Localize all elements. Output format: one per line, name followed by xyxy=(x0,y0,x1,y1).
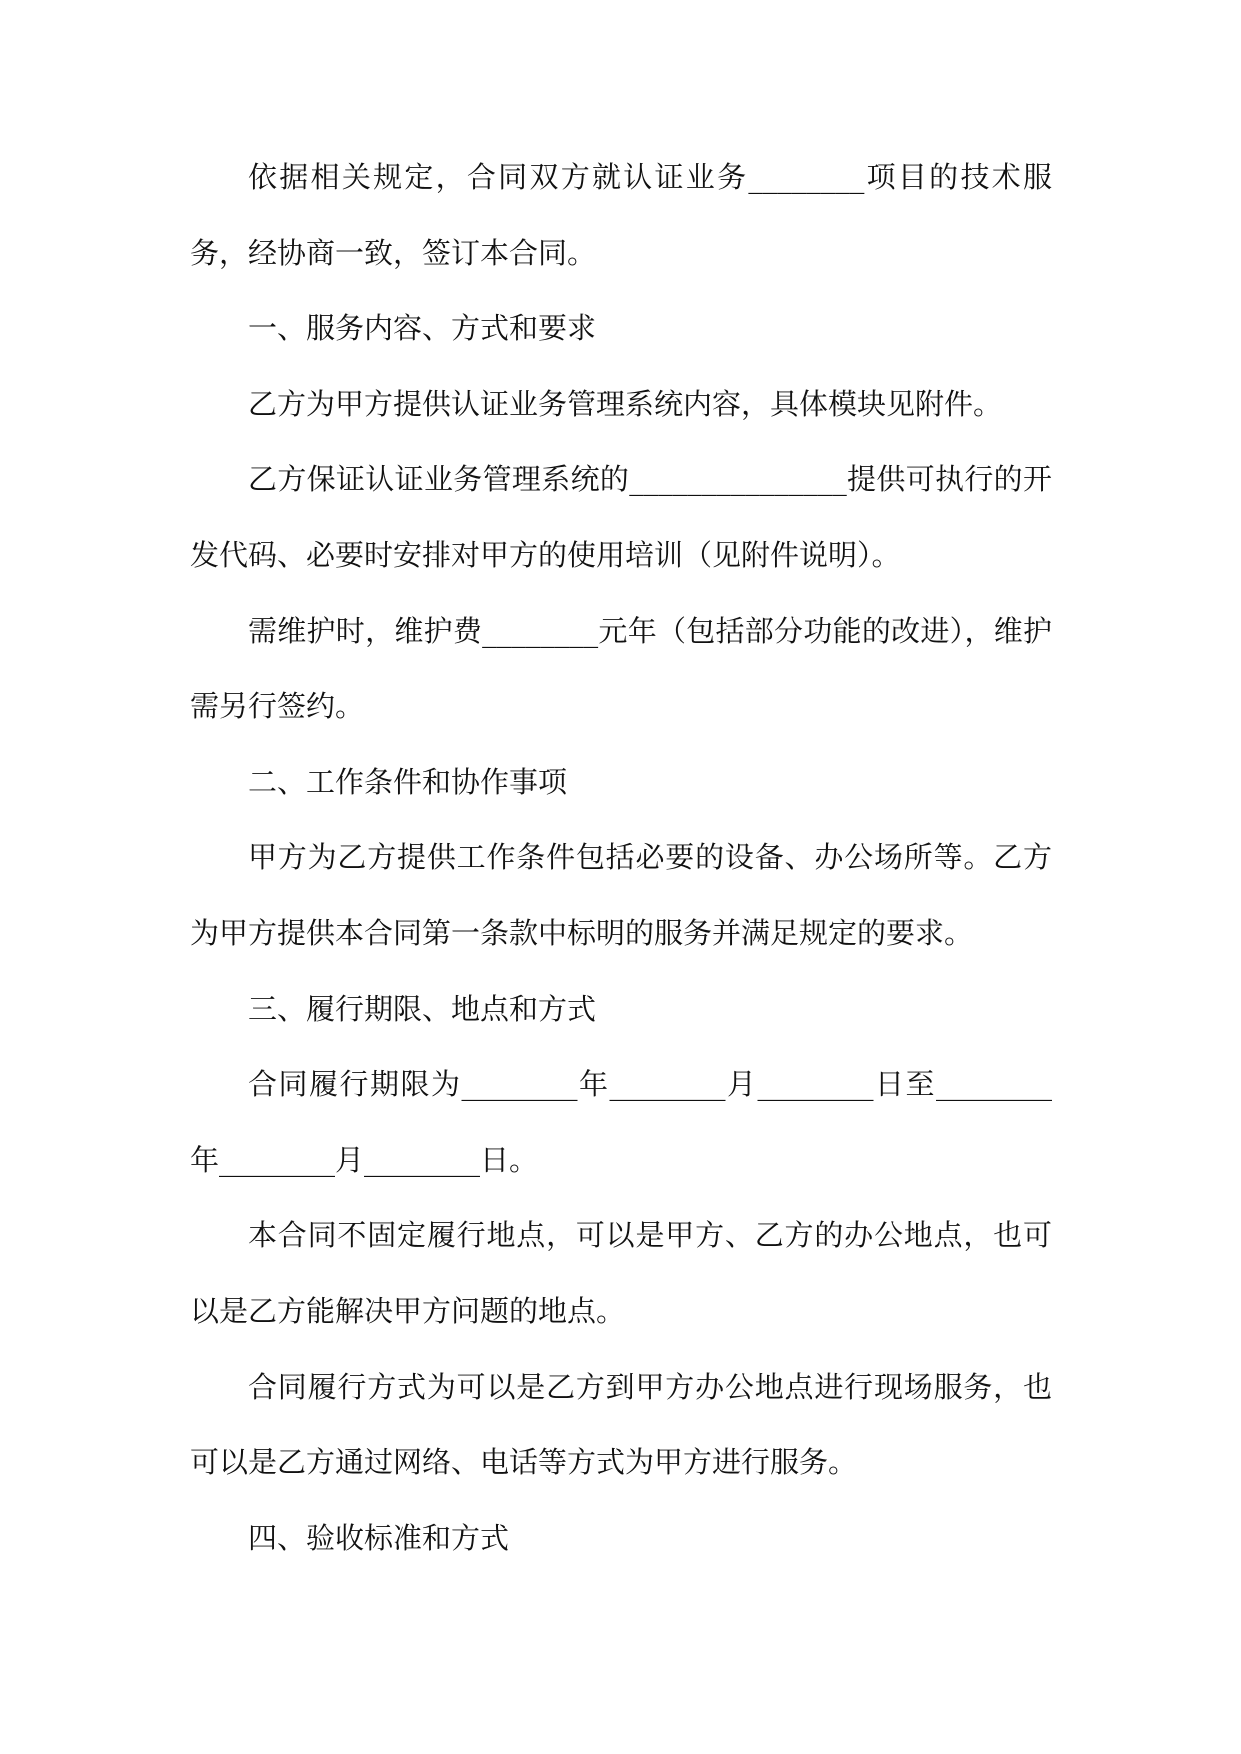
section-heading-work-conditions: 二、工作条件和协作事项 xyxy=(248,764,568,799)
performance-method-paragraph: 合同履行方式为可以是乙方到甲方办公地点进行现场服务，也可以是乙方通过网络、电话等方式为甲方进行服务。 xyxy=(190,1369,1052,1480)
performance-term-paragraph: 合同履行期限为________年________月________日至________年________月________日。 xyxy=(190,1067,1052,1177)
section-heading-service-content: 一、服务内容、方式和要求 xyxy=(248,311,597,346)
service-content-paragraph: 乙方为甲方提供认证业务管理系统内容，具体模块见附件。 xyxy=(248,386,1003,421)
maintenance-fee-paragraph: 需维护时，维护费________元年（包括部分功能的改进），维护需另行签约。 xyxy=(190,613,1052,724)
performance-location-paragraph: 本合同不固定履行地点，可以是甲方、乙方的办公地点，也可以是乙方能解决甲方问题的地点。 xyxy=(190,1218,1052,1328)
work-conditions-paragraph: 甲方为乙方提供工作条件包括必要的设备、办公场所等。乙方为甲方提供本合同第一条款中标明的服务并满足规定的要求。 xyxy=(190,840,1052,950)
section-heading-performance-term: 三、履行期限、地点和方式 xyxy=(248,991,597,1026)
document-body xyxy=(190,140,1052,1576)
contract-intro-paragraph: 依据相关规定，合同双方就认证业务________项目的技术服务，经协商一致，签订本合同。 xyxy=(190,160,1052,270)
section-heading-acceptance: 四、验收标准和方式 xyxy=(248,1520,510,1555)
service-guarantee-paragraph: 乙方保证认证业务管理系统的_______________提供可执行的开发代码、必要时安排对甲方的使用培训（见附件说明）。 xyxy=(190,462,1052,572)
